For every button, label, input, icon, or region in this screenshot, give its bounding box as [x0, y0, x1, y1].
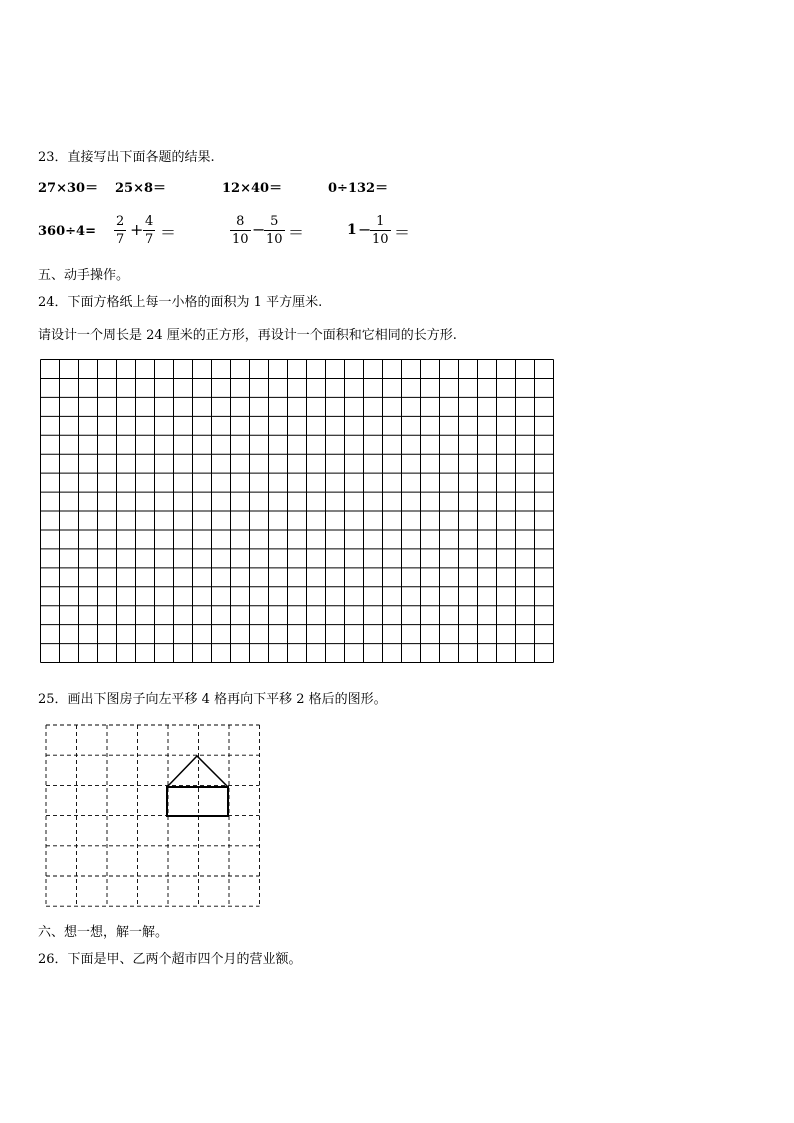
whole-number: 1 [347, 222, 357, 238]
house-roof [167, 756, 228, 787]
q25-title: 25．画出下图房子向左平移 4 格再向下平移 2 格后的图形。 [38, 692, 387, 707]
q23-item-4: 0÷132＝ [328, 181, 389, 196]
fraction-5-10: $\frac{5}{10}$ [266, 214, 283, 247]
equals-sign: ＝ [160, 223, 177, 242]
q23-title: 23．直接写出下面各题的结果. [38, 150, 215, 165]
plus-sign: + [130, 220, 144, 239]
q24-title: 24．下面方格纸上每一小格的面积为 1 平方厘米. [38, 295, 323, 310]
q23-item-5: 360÷4= [38, 224, 96, 239]
fraction-2-7: $\frac{2}{7}$ [116, 214, 125, 247]
house-body [167, 787, 228, 816]
q23-item-2: 25×8＝ [115, 181, 167, 196]
equals-sign: ＝ [288, 223, 305, 242]
section-5-heading: 五、动手操作。 [38, 268, 130, 283]
minus-sign: − [358, 220, 372, 239]
q23-item-1: 27×30＝ [38, 181, 99, 196]
fraction-1-10: $\frac{1}{10}$ [372, 214, 389, 247]
minus-sign: − [252, 220, 266, 239]
dashed-grid-house[interactable] [45, 724, 259, 907]
q24-instruction: 请设计一个周长是 24 厘米的正方形，再设计一个面积和它相同的长方形. [38, 328, 457, 343]
square-grid-paper[interactable] [40, 359, 555, 664]
equals-sign: ＝ [394, 223, 411, 242]
fraction-8-10: $\frac{8}{10}$ [232, 214, 249, 247]
q23-item-3: 12×40＝ [222, 181, 283, 196]
fraction-4-7: $\frac{4}{7}$ [145, 214, 154, 247]
q26-title: 26．下面是甲、乙两个超市四个月的营业额。 [38, 952, 302, 967]
section-6-heading: 六、想一想，解一解。 [38, 925, 169, 940]
